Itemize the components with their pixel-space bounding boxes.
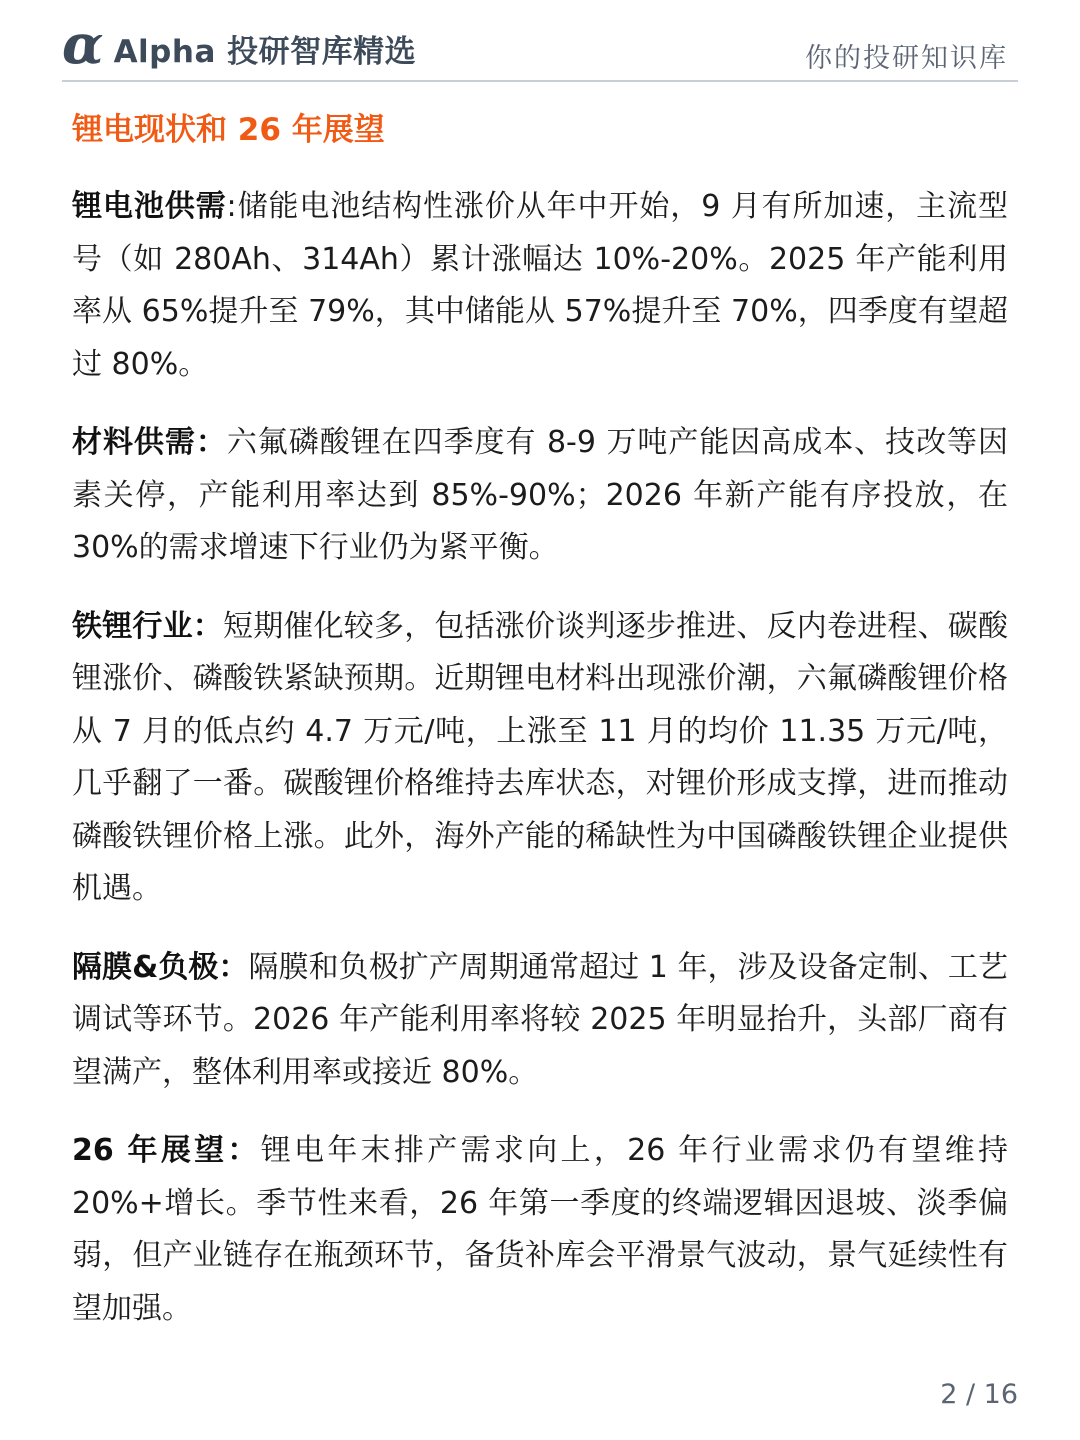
paragraph-label: 隔膜&负极：: [72, 949, 249, 985]
paragraph-separator-anode: [72, 942, 1008, 1100]
paragraph-2026-outlook: [72, 1125, 1008, 1335]
paragraph-battery-supply-demand: [72, 181, 1008, 391]
paragraph-label: 锂电池供需: [72, 189, 227, 224]
tagline: 你的投研知识库: [805, 43, 1008, 74]
alpha-icon: α: [62, 12, 104, 76]
paragraph-label: 26 年展望：: [72, 1133, 261, 1168]
paragraph-text: 锂电年末排产需求向上，26 年行业需求仍有望维持 20%+增长。季节性来看，26 年第一季度的终端逻辑因退坡、淡季偏弱，但产业链存在瓶颈环节，备货补库会平滑景气波动，景气延续性有望加强。: [72, 1133, 1008, 1326]
page-number: 2 / 16: [940, 1379, 1018, 1410]
paragraph-label: 铁锂行业：: [72, 608, 223, 644]
paragraph-text: 六氟磷酸锂在四季度有 8-9 万吨产能因高成本、技改等因素关停，产能利用率达到 85%-90%；2026 年新产能有序投放，在 30%的需求增速下行业仍为紧平衡。: [72, 425, 1009, 565]
section-title: 锂电现状和 26 年展望: [72, 112, 385, 148]
paragraph-separator: :: [226, 189, 237, 224]
paragraph-lfp-industry: [72, 601, 1008, 916]
paragraph-text: 短期催化较多，包括涨价谈判逐步推进、反内卷进程、碳酸锂涨价、磷酸铁紧缺预期。近期锂电材料出现涨价潮，六氟磷酸锂价格从 7 月的低点约 4.7 万元/吨，上涨至 11 月的均价 11.35 万元/吨，几乎翻了一番。碳酸锂价格维持去库状态，对锂价形成支撑，进而推动磷酸铁锂价格上涨。此外，海外产能的稀缺性为中国磷酸铁锂企业提供机遇。: [72, 608, 1008, 906]
paragraph-text: 隔膜和负极扩产周期通常超过 1 年，涉及设备定制、工艺调试等环节。2026 年产能利用率将较 2025 年明显抬升，头部厂商有望满产，整体利用率或接近 80%。: [72, 949, 1008, 1090]
paragraph-material-supply-demand: [72, 417, 1008, 575]
brand-name: Alpha 投研智库精选: [113, 33, 417, 70]
paragraph-label: 材料供需：: [72, 425, 227, 460]
paragraph-text: 储能电池结构性涨价从年中开始，9 月有所加速，主流型号（如 280Ah、314Ah）累计涨幅达 10%-20%。2025 年产能利用率从 65%提升至 79%，其中储能从 57%提升至 70%，四季度有望超过 80%。: [72, 189, 1008, 382]
logo: [62, 12, 417, 78]
page-header: [62, 12, 1018, 82]
article-body: [72, 181, 1008, 1361]
